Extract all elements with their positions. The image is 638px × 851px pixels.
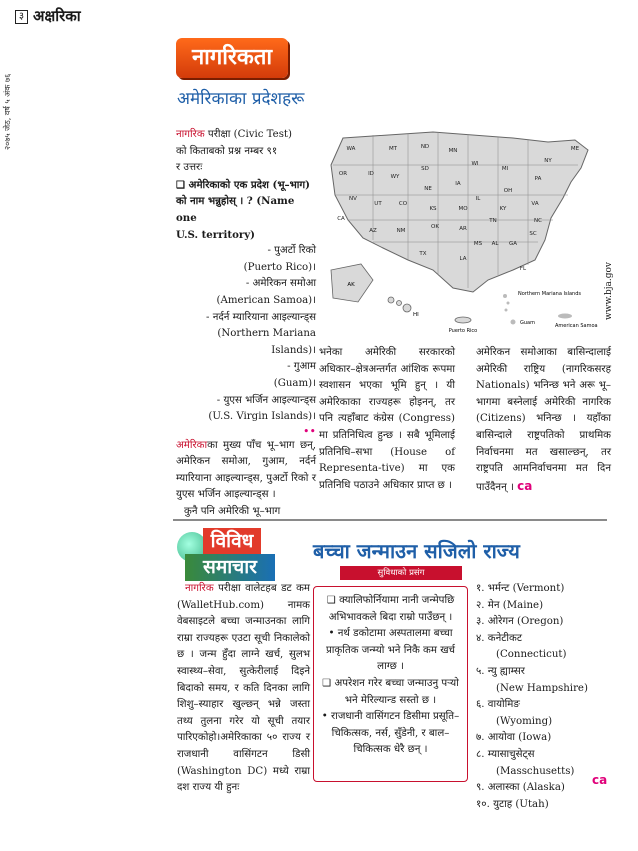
answer-line: - अमेरिकन समोआ [245, 278, 316, 290]
map-label: NY [544, 158, 552, 164]
para-text: का मुख्य पाँच भू–भाग छन्, अमेरिकन समोआ, गुआम, नर्दर्न म्यारियाना आइल्यान्ड्स, पुअर्टो रिको र युएस भर्जिन आइल्यान्ड्स । [176, 439, 316, 501]
map-label: KS [429, 206, 437, 212]
list-item: १०. युटाह (Utah) [476, 798, 549, 810]
map-label: NV [349, 196, 357, 202]
column-3 [476, 345, 611, 496]
answer-line: - गुआम [287, 361, 316, 373]
section-divider [173, 519, 607, 521]
list-item: ७. आयोवा (Iowa) [476, 732, 552, 744]
map-label: WI [471, 161, 479, 167]
end-mark: ca [517, 478, 533, 493]
map-label: GA [508, 241, 518, 247]
map-label: ND [420, 144, 430, 150]
section-logo: नागरिकता [176, 38, 288, 78]
map-label: OH [503, 188, 513, 194]
map-label: Puerto Rico [448, 328, 478, 334]
issue-info: २०७५ जेठ, वर्ष ५ अंक ७६ [3, 73, 12, 150]
map-label: FL [519, 266, 527, 272]
map-label: KY [499, 206, 507, 212]
map-label: AL [491, 241, 499, 247]
map-label: NM [396, 228, 406, 234]
answer-line: Islands)। [271, 344, 316, 356]
us-map [313, 120, 600, 336]
map-label: MN [448, 148, 458, 154]
map-label: AK [347, 282, 355, 288]
answer-line: (U.S. Virgin Islands)। [208, 411, 316, 423]
map-label: MI [501, 166, 509, 172]
q-line-3: र उत्तरः [176, 162, 203, 174]
list-item: १. भर्मन्ट (Vermont) [476, 583, 565, 594]
list-item: २. मेन (Maine) [476, 599, 544, 611]
end-mark-2: ca [592, 773, 608, 787]
q-line-1: परीक्षा (Civic Test) [204, 129, 292, 140]
map-label: HI [413, 312, 419, 318]
list-item: ४. कनेटीकट [476, 632, 522, 644]
list-item: ६. वायोमिङ [476, 699, 520, 711]
map-label: NC [534, 218, 542, 224]
map-label: WA [346, 146, 356, 152]
answer-line: (Guam)। [273, 377, 316, 389]
map-label: Guam [520, 320, 535, 326]
column-3-text: अमेरिकन समोआका बासिन्दालाई अमेरिकी राष्ट्रिय (नागरिकसरह Nationals) भनिन्छ भने अरू भू–भागमा बस्नेलाई अमेरिकी नागरिक (Citizens) भनिन्छ । यहाँका बासिन्दाले राष्ट्रपतिको प्राथमिक निर्वाचनमा मत खसाल्छन्, तर राष्ट्रपति आमनिर्वाचनमा मत दिन पाउँदैनन् । [476, 347, 611, 493]
map-label: AZ [369, 228, 377, 234]
fact-item: • राजधानी वासिंगटन डिसीमा प्रसूति–चिकित्सक, नर्स, सुँडेनी, र बाल–चिकित्सक धेरै छन् । [321, 711, 460, 756]
map-label: NE [424, 186, 432, 192]
news-logo [177, 528, 279, 582]
list-item: (Masschusetts) [496, 765, 575, 777]
map-label: MS [473, 241, 483, 247]
list-item: ३. ओरेगन (Oregon) [476, 616, 564, 628]
magazine-name: अक्षरिका [33, 7, 81, 25]
box-tag: सुविधाको प्रसंग [340, 566, 462, 580]
map-label: LA [459, 256, 467, 262]
fact-item: • नर्थ डकोटामा अस्पतालमा बच्चा प्राकृतिक जन्म्यो भने निकै कम खर्च लाग्छ । [325, 628, 456, 673]
map-label: UT [374, 201, 382, 207]
list-item: ९. अलास्का (Alaska) [476, 782, 565, 794]
q-bold-1: ❑ अमेरिकाको एक प्रदेश (भू–भाग) [176, 178, 310, 191]
para-prefix: अमेरिका [176, 439, 208, 451]
list-item: (Connecticut) [496, 649, 567, 661]
map-label: AR [459, 226, 467, 232]
map-label: CO [398, 201, 408, 207]
fact-item: ❑ क्यालिफोर्नियामा नानी जन्मेपछि अभिभावकले बिदा राम्रो पाउँछन् । [326, 595, 455, 623]
q-line-2: को किताबको प्रश्न नम्बर ९१ [176, 145, 278, 157]
map-label: Northern Mariana Islands [518, 291, 581, 297]
section-title: अमेरिकाका प्रदेशहरू [177, 89, 305, 109]
list-item: (Wyoming) [496, 715, 553, 727]
news-prefix: नागरिक [185, 583, 214, 594]
map-label: MO [458, 206, 468, 212]
website-credit: www.bja.gov [604, 262, 614, 320]
page-number: ३ [15, 10, 28, 24]
list-item: ५. न्यु ह्याम्सर [476, 665, 525, 677]
answer-line: - युएस भर्जिन आइल्यान्ड्स [216, 394, 316, 406]
map-label: ID [368, 171, 374, 177]
map-label: OK [431, 224, 439, 230]
answer-line: - नर्दर्न म्यारियाना आइल्यान्ड्स [206, 311, 316, 323]
map-label: IL [475, 196, 481, 202]
column-2: भनेका अमेरिकी सरकारको अधिकार–क्षेत्रअन्तर्गत आंशिक रूपमा स्वशासन भएका भूमि हुन् । यी अमेरिकाका राज्यहरू होइनन्, तर पनि त्यहाँबाट कंग्रेस (Congress) मा प्रतिनिधित्व हुन्छ । सबै भूमिलाई प्रतिनिधि–सभा (House of Representa-tive) मा एक प्रतिनिधि पठाउने अधिकार प्राप्त छ । [319, 347, 455, 491]
map-label: VA [531, 201, 539, 207]
map-label: PA [534, 176, 542, 182]
news-column-1 [177, 581, 310, 797]
map-label: CA [337, 216, 345, 222]
map-label: SD [421, 166, 429, 172]
map-label: MT [388, 146, 398, 152]
q-bold-3: U.S. territory) [176, 228, 255, 241]
para-text-2: कुनै पनि अमेरिकी भू–भाग [184, 506, 281, 518]
fact-item: ❑ अपरेशन गरेर बच्चा जन्माउनु पर्‍यो भने मेरिल्यान्ड सस्तो छ । [322, 677, 459, 706]
facts-box [313, 586, 468, 782]
answer-line: (Puerto Rico)। [243, 261, 316, 273]
map-label: OR [338, 171, 348, 177]
news-logo-top: विविध [203, 528, 261, 554]
news-headline: बच्चा जन्माउन सजिलो राज्य [313, 539, 520, 563]
map-label: TN [489, 218, 497, 224]
map-label: IA [455, 181, 461, 187]
answer-line: - पुअर्टो रिको [267, 245, 316, 257]
column-1 [176, 127, 316, 521]
news-text: परीक्षा वालेटहब डट कम (WalletHub.com) नामक वेबसाइटले बच्चा जन्माउनका लागि राम्रा राज्यहरू एउटा सूची निकालेको छ । जन्म हुँदा लाग्ने खर्च, सुलभ स्वास्थ्य–सेवा, सुत्केरीलाई दिइने बिदाको समय, र कति दिनका लागि शिशु–स्याहार खुल्छन् भन्ने जस्ता तथ्य तुलना गरेर यो सूची तयार पारिएकोहो।अमेरिकाका ५० राज्य र राजधानी वासिंगटन डिसी (Washington DC) मध्ये राम्रा दश राज्य यी हुनः [177, 583, 310, 794]
list-item: ८. म्यासाचुसेट्स [476, 748, 535, 760]
answer-line: (American Samoa)। [216, 294, 316, 306]
map-label: ME [570, 146, 580, 152]
list-item: (New Hampshire) [496, 682, 588, 694]
map-label: American Samoa [555, 323, 598, 329]
news-logo-bottom: समाचार [185, 554, 275, 581]
separator-dots: •• [303, 424, 316, 438]
map-label: TX [419, 251, 427, 257]
map-label: WY [390, 174, 400, 180]
map-label: SC [529, 231, 537, 237]
q-bold-2: को नाम भन्नुहोस् । ? (Name one [176, 195, 295, 224]
q-prefix: नागरिक [176, 129, 205, 140]
answer-line: (Northern Mariana [217, 328, 316, 340]
